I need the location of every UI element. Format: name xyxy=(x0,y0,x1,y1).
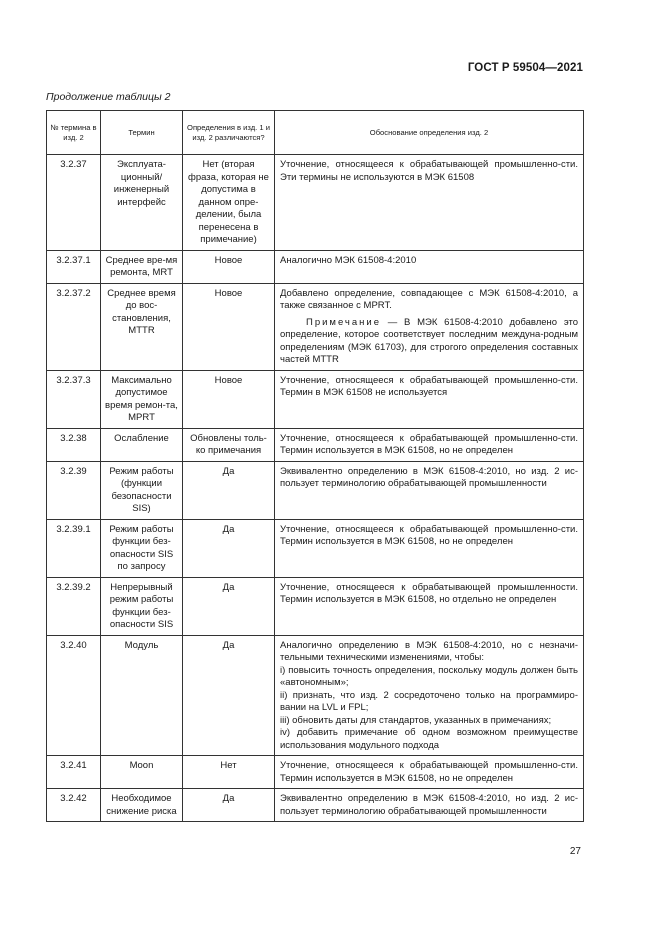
definitions-table xyxy=(46,110,584,822)
term-number: 3.2.42 xyxy=(47,789,101,822)
term-name: Среднее время до вос-становления, MTTR xyxy=(101,283,183,370)
table-header-row xyxy=(47,111,584,155)
term-name: Эксплуата-ционный/ инженерный интерфейс xyxy=(101,155,183,251)
definitions-differ: Обновлены толь-ко примечания xyxy=(183,428,275,461)
definitions-differ: Новое xyxy=(183,283,275,370)
justification xyxy=(275,519,584,577)
term-name: Максимально допустимое время ремон-та, MPRT xyxy=(101,370,183,428)
table-row xyxy=(47,283,584,370)
justification xyxy=(275,155,584,251)
justification xyxy=(275,370,584,428)
table-row xyxy=(47,155,584,251)
term-name: Ослабление xyxy=(101,428,183,461)
term-name: Модуль xyxy=(101,635,183,756)
page-number: 27 xyxy=(569,846,581,857)
definitions-differ: Да xyxy=(183,635,275,756)
term-number: 3.2.41 xyxy=(47,756,101,789)
table-row xyxy=(47,756,584,789)
term-number: 3.2.38 xyxy=(47,428,101,461)
justification-paragraph: iv) добавить примечание об одном возможном преимуществе использования модульного подхода xyxy=(280,727,578,751)
justification xyxy=(275,283,584,370)
document-id: ГОСТ Р 59504—2021 xyxy=(467,62,583,74)
justification-paragraph: Добавлено определение, совпадающее с МЭК 61508-4:2010, а также связанное с MPRT. xyxy=(280,287,578,311)
justification-paragraph: Эквивалентно определению в МЭК 61508-4:2010, но изд. 2 ис-пользует терминологию обрабатывающей промышленности xyxy=(280,793,578,817)
justification-paragraph: Уточнение, относящееся к обрабатывающей промышленно-сти. Термин используется в МЭК 61508, но не определен xyxy=(280,760,578,784)
justification-paragraph: Уточнение, относящееся к обрабатывающей промышленно-сти. Термин используется в МЭК 61508, но не определен xyxy=(280,523,578,547)
definitions-differ: Нет xyxy=(183,756,275,789)
definitions-differ: Да xyxy=(183,789,275,822)
justification-paragraph: Аналогично определению в МЭК 61508-4:2010, но с незначи-тельными техническими изменениями, чтобы: xyxy=(280,639,578,663)
term-number: 3.2.37.1 xyxy=(47,250,101,283)
term-number: 3.2.37.3 xyxy=(47,370,101,428)
justification xyxy=(275,635,584,756)
justification-paragraph: Эквивалентно определению в МЭК 61508-4:2010, но изд. 2 ис-пользует терминологию обрабатывающей промышленности xyxy=(280,465,578,489)
table-row xyxy=(47,789,584,822)
justification-paragraph: i) повысить точность определения, поскольку модуль должен быть «автономным»; xyxy=(280,664,578,688)
definitions-differ: Нет (вторая фраза, которая не допустима в данном опре-делении, была перенесена в примечание) xyxy=(183,155,275,251)
term-number: 3.2.37 xyxy=(47,155,101,251)
term-number: 3.2.37.2 xyxy=(47,283,101,370)
term-name: Необходимое снижение риска xyxy=(101,789,183,822)
column-header-justification: Обоснование определения изд. 2 xyxy=(275,111,584,155)
table-row xyxy=(47,577,584,635)
definitions-differ: Да xyxy=(183,461,275,519)
justification-note xyxy=(280,317,578,367)
table-row xyxy=(47,370,584,428)
justification-paragraph: Уточнение, относящееся к обрабатывающей промышленности. Термин используется в МЭК 61508, но отдельно не определен xyxy=(280,581,578,605)
justification xyxy=(275,789,584,822)
table-row xyxy=(47,635,584,756)
term-number: 3.2.40 xyxy=(47,635,101,756)
definitions-differ: Да xyxy=(183,577,275,635)
term-number: 3.2.39 xyxy=(47,461,101,519)
justification xyxy=(275,428,584,461)
term-name: Режим работы (функции безопасности SIS) xyxy=(101,461,183,519)
table-caption: Продолжение таблицы 2 xyxy=(46,91,171,103)
note-label: Примечание xyxy=(306,316,381,328)
note-text: — В МЭК 61508-4:2010 добавлено это определение, которое соответствует последним междуна-родным определениям (МЭК 61703), для строгого определения составных частей MTTR xyxy=(280,316,578,365)
justification-paragraph: Уточнение, относящееся к обрабатывающей промышленно-сти. Эти термины не используются в МЭК 61508 xyxy=(280,159,578,183)
justification-paragraph: Уточнение, относящееся к обрабатывающей промышленно-сти. Термин используется в МЭК 61508, но не определен xyxy=(280,432,578,456)
definitions-differ: Новое xyxy=(183,250,275,283)
term-name: Moon xyxy=(101,756,183,789)
justification xyxy=(275,756,584,789)
justification xyxy=(275,461,584,519)
table-row xyxy=(47,428,584,461)
justification-paragraph: iii) обновить даты для стандартов, указанных в примечаниях; xyxy=(280,714,552,726)
justification-paragraph: Аналогично МЭК 61508-4:2010 xyxy=(280,254,417,266)
table-row xyxy=(47,461,584,519)
term-number: 3.2.39.2 xyxy=(47,577,101,635)
table-row xyxy=(47,250,584,283)
column-header-differ: Определения в изд. 1 и изд. 2 различаются? xyxy=(183,111,275,155)
justification-paragraph: Уточнение, относящееся к обрабатывающей промышленно-сти. Термин в МЭК 61508 не используется xyxy=(280,374,578,398)
term-name: Непрерывный режим работы функции без-опасности SIS xyxy=(101,577,183,635)
column-header-number: № термина в изд. 2 xyxy=(47,111,101,155)
definitions-differ: Да xyxy=(183,519,275,577)
justification xyxy=(275,577,584,635)
term-number: 3.2.39.1 xyxy=(47,519,101,577)
column-header-term: Термин xyxy=(101,111,183,155)
table-row xyxy=(47,519,584,577)
justification-paragraph: ii) признать, что изд. 2 сосредоточено только на программиро-вании на LVL и FPL; xyxy=(280,689,578,713)
definitions-differ: Новое xyxy=(183,370,275,428)
term-name: Режим работы функции без-опасности SIS по запросу xyxy=(101,519,183,577)
term-name: Среднее вре-мя ремонта, MRT xyxy=(101,250,183,283)
justification xyxy=(275,250,584,283)
